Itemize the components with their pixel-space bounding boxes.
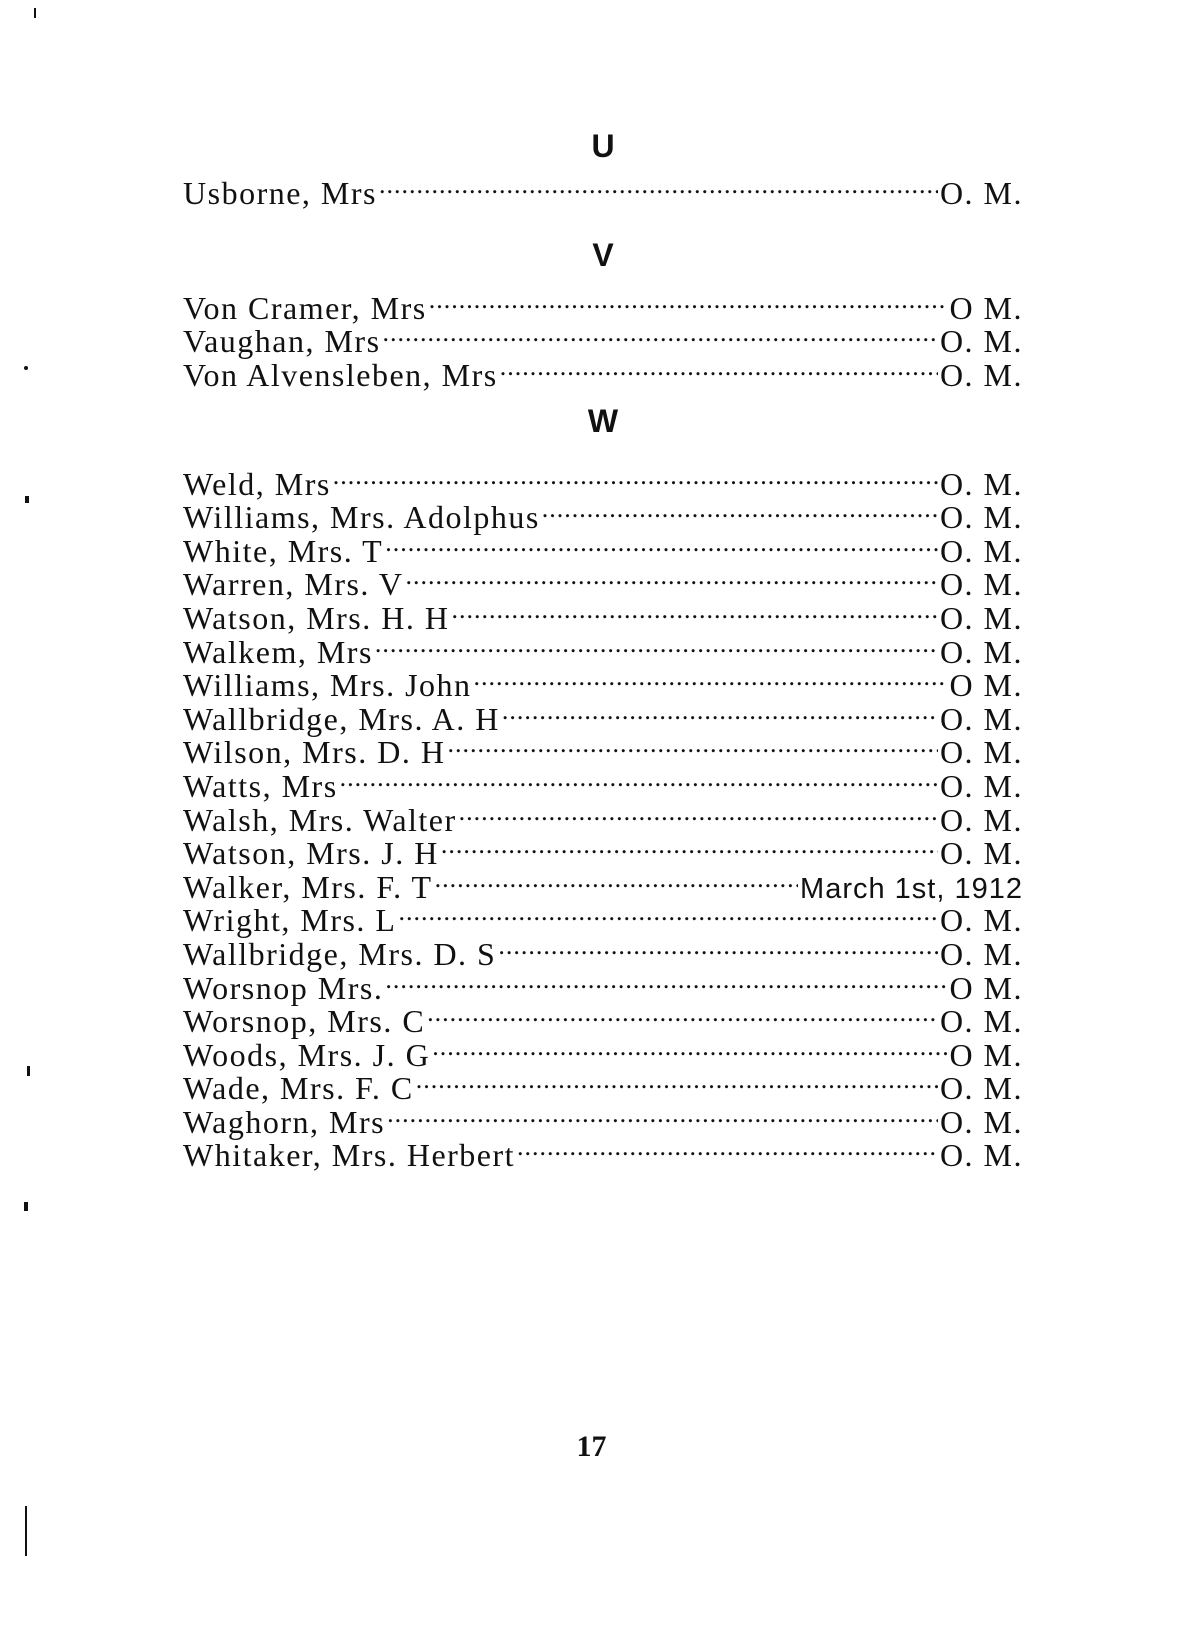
member-name: Wilson, Mrs. D. H: [183, 734, 446, 771]
dot-leader: [385, 965, 947, 999]
dot-leader: [498, 931, 938, 965]
list-item: [183, 1032, 1023, 1073]
list-item: [183, 763, 1023, 804]
member-name: Walker, Mrs. F. T: [183, 868, 433, 905]
list-item: [183, 831, 1023, 872]
list-item: [183, 931, 1023, 972]
member-name: Walsh, Mrs. Walter: [183, 801, 457, 838]
member-status: O M.: [949, 969, 1023, 1006]
list-item: [183, 696, 1023, 737]
page-number: 17: [576, 1430, 607, 1463]
member-name: Wallbridge, Mrs. D. S: [183, 935, 497, 972]
list-item: [183, 285, 1023, 326]
list-item: [183, 319, 1023, 360]
section-u: [183, 128, 1023, 211]
dot-leader: [432, 1032, 947, 1066]
dot-leader: [517, 1133, 938, 1167]
member-name: Whitaker, Mrs. Herbert: [183, 1137, 516, 1174]
dot-leader: [474, 663, 948, 697]
list-item: [183, 352, 1023, 393]
list-item: [183, 663, 1023, 704]
dot-leader: [405, 562, 937, 596]
section-v: [183, 237, 1023, 393]
list-item: [183, 1099, 1023, 1140]
dot-leader: [375, 629, 938, 663]
member-name: Wright, Mrs. L: [183, 902, 397, 939]
member-status: O. M.: [939, 323, 1023, 360]
member-status: O. M.: [939, 174, 1023, 211]
list-item: [183, 629, 1023, 670]
member-name: Vaughan, Mrs: [183, 323, 381, 360]
list-item: [183, 730, 1023, 771]
scan-speck: [25, 1506, 27, 1556]
member-status: O. M.: [939, 532, 1023, 569]
member-status: O. M.: [939, 1137, 1023, 1174]
member-status: O. M.: [939, 935, 1023, 972]
member-name: Walkem, Mrs: [183, 633, 373, 670]
dot-leader: [451, 595, 937, 629]
member-status: O. M.: [939, 767, 1023, 804]
member-name: Wade, Mrs. F. C: [183, 1070, 414, 1107]
dot-leader: [429, 285, 948, 319]
dot-leader: [385, 528, 938, 562]
scan-speck: [34, 8, 36, 18]
member-name: Von Cramer, Mrs: [183, 289, 427, 326]
dot-leader: [542, 495, 938, 529]
member-name: Wallbridge, Mrs. A. H: [183, 700, 500, 737]
dot-leader: [416, 1066, 938, 1100]
member-status: March 1st, 1912: [800, 872, 1023, 905]
member-name: Usborne, Mrs: [183, 174, 377, 211]
member-status: O. M.: [939, 1003, 1023, 1040]
member-name: Warren, Mrs. V: [183, 566, 404, 603]
member-name: White, Mrs. T: [183, 532, 384, 569]
member-name: Williams, Mrs. John: [183, 667, 472, 704]
dot-leader: [502, 696, 938, 730]
entry-list: [183, 461, 1023, 1174]
section-letter: V: [592, 237, 614, 273]
member-name: Watts, Mrs: [183, 767, 338, 804]
list-item: [183, 1066, 1023, 1107]
list-item: [183, 965, 1023, 1006]
section-letter: U: [591, 128, 615, 164]
dot-leader: [435, 864, 798, 898]
member-name: Worsnop Mrs.: [183, 969, 384, 1006]
member-name: Woods, Mrs. J. G: [183, 1036, 431, 1073]
dot-leader: [459, 797, 938, 831]
dot-leader: [379, 170, 938, 204]
dot-leader: [441, 831, 938, 865]
list-item: [183, 495, 1023, 536]
scan-speck: [24, 1202, 28, 1211]
entry-list: [183, 170, 1023, 211]
dot-leader: [447, 730, 938, 764]
member-status: O. M.: [939, 633, 1023, 670]
member-status: O. M.: [939, 465, 1023, 502]
dot-leader: [383, 319, 938, 353]
section-w: [183, 403, 1023, 1174]
dot-leader: [500, 352, 938, 386]
member-status: O M.: [949, 667, 1023, 704]
member-status: O. M.: [939, 734, 1023, 771]
member-name: Williams, Mrs. Adolphus: [183, 499, 540, 536]
member-status: O. M.: [939, 599, 1023, 636]
dot-leader: [333, 461, 938, 495]
member-name: Watson, Mrs. H. H: [183, 599, 450, 636]
member-status: O. M.: [939, 1103, 1023, 1140]
section-letter: W: [587, 403, 619, 439]
member-name: Watson, Mrs. J. H: [183, 835, 439, 872]
member-status: O. M.: [939, 801, 1023, 838]
member-status: O. M.: [939, 835, 1023, 872]
list-item: [183, 898, 1023, 939]
member-status: O M.: [949, 1036, 1023, 1073]
member-status: O. M.: [939, 566, 1023, 603]
member-name: Weld, Mrs: [183, 465, 331, 502]
member-status: O. M.: [939, 700, 1023, 737]
list-item: [183, 562, 1023, 603]
member-status: O. M.: [939, 902, 1023, 939]
list-item: [183, 170, 1023, 211]
list-item: [183, 1133, 1023, 1174]
list-item: [183, 864, 1023, 905]
member-status: O. M.: [939, 1070, 1023, 1107]
member-name: Von Alvensleben, Mrs: [183, 356, 498, 393]
member-status: O M.: [949, 289, 1023, 326]
member-name: Worsnop, Mrs. C: [183, 1003, 426, 1040]
entry-list: [183, 285, 1023, 393]
scan-speck: [27, 1066, 30, 1076]
dot-leader: [340, 763, 938, 797]
scan-speck: [24, 366, 28, 370]
list-item: [183, 461, 1023, 502]
list-item: [183, 595, 1023, 636]
scan-speck: [25, 496, 29, 503]
list-item: [183, 528, 1023, 569]
dot-leader: [427, 999, 938, 1033]
list-item: [183, 999, 1023, 1040]
dot-leader: [387, 1099, 938, 1133]
member-status: O. M.: [939, 499, 1023, 536]
member-name: Waghorn, Mrs: [183, 1103, 386, 1140]
member-status: O. M.: [939, 356, 1023, 393]
dot-leader: [398, 898, 937, 932]
list-item: [183, 797, 1023, 838]
